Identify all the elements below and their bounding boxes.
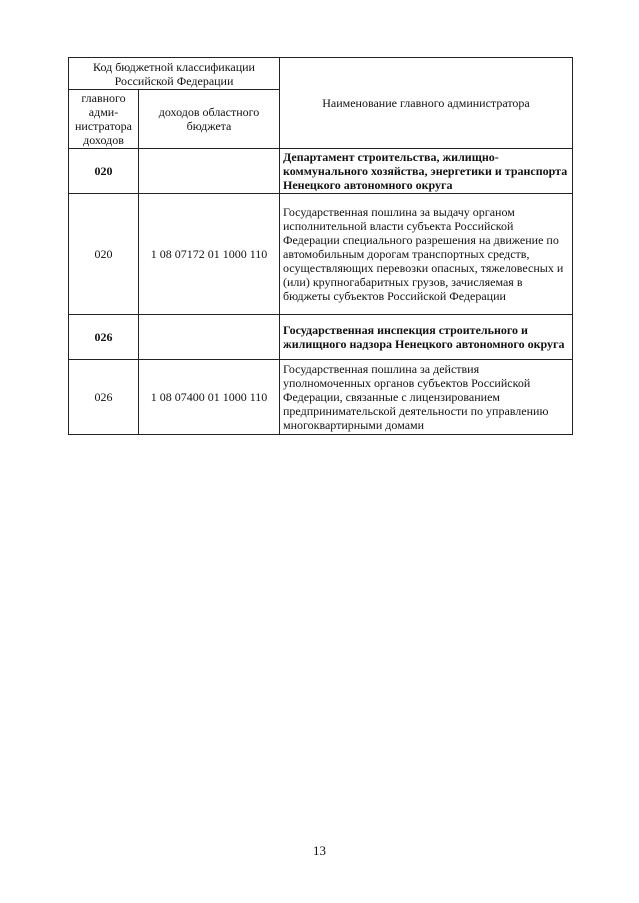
header-group: Код бюджетной классификации Российской Федерации — [69, 58, 280, 90]
table-row — [69, 360, 573, 435]
header-admin-code: главного адми-нистратора доходов — [69, 90, 139, 149]
table-row — [69, 315, 573, 360]
row-admin-code: 020 — [69, 149, 139, 194]
row-income-code — [139, 315, 280, 360]
table-row — [69, 194, 573, 315]
row-income-code: 1 08 07400 01 1000 110 — [139, 360, 280, 435]
table-row — [69, 149, 573, 194]
header-admin-name: Наименование главного администратора — [280, 58, 573, 149]
row-admin-name: Государственная пошлина за выдачу органом исполнительной власти субъекта Российской Федерации специального разрешения на движение по автомобильным дорогам транспортных средств, осуществляющих перевозки опасных, тяжеловесных и (или) крупногабаритных грузов, зачисляемая в бюджеты субъектов Российской Федерации — [280, 194, 573, 315]
row-admin-name: Государственная инспекция строительного и жилищного надзора Ненецкого автономного округа — [280, 315, 573, 360]
row-admin-name: Департамент строительства, жилищно-коммунального хозяйства, энергетики и транспорта Ненецкого автономного округа — [280, 149, 573, 194]
row-income-code — [139, 149, 280, 194]
row-admin-code: 026 — [69, 360, 139, 435]
row-income-code: 1 08 07172 01 1000 110 — [139, 194, 280, 315]
page-number: 13 — [313, 843, 326, 858]
row-admin-code: 020 — [69, 194, 139, 315]
budget-classification-table — [68, 57, 573, 435]
row-admin-code: 026 — [69, 315, 139, 360]
row-admin-name: Государственная пошлина за действия уполномоченных органов субъектов Российской Федерации, связанные с лицензированием предпринимательской деятельности по управлению многоквартирными домами — [280, 360, 573, 435]
header-income-code: доходов областного бюджета — [139, 90, 280, 149]
